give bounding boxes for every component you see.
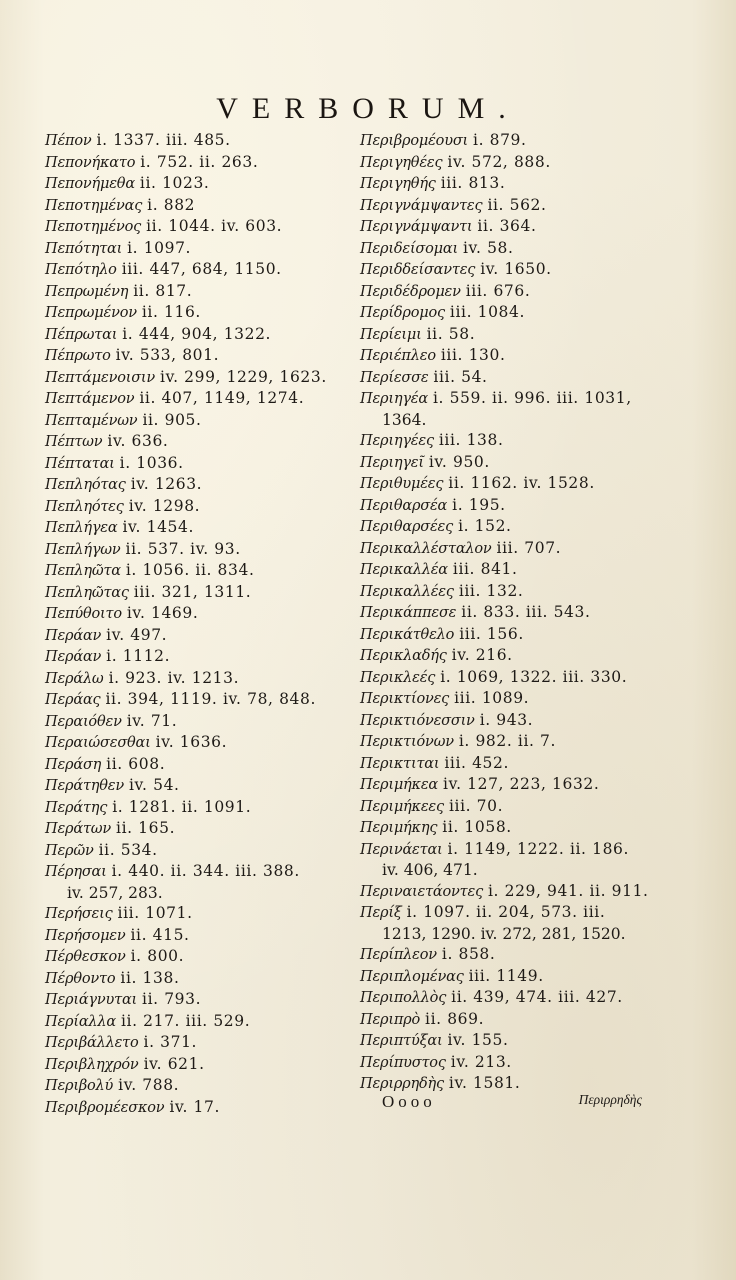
index-headword: Περιμήκεες [360, 798, 444, 815]
index-headword: Περιβρομέουσι [360, 133, 469, 149]
index-references: iii. 1089. [454, 689, 530, 707]
index-entry [360, 902, 690, 924]
index-headword: Περίειμι [360, 326, 422, 343]
index-entry [45, 1054, 345, 1076]
index-headword: Περιδέδρομεν [360, 283, 461, 300]
signature-mark: Oooo [382, 1092, 436, 1111]
index-references: iv. 71. [126, 711, 178, 730]
index-entry [45, 797, 345, 819]
index-references: iv. 950. [428, 452, 490, 471]
index-entry [45, 903, 345, 925]
index-headword: Περικαλλέες [360, 583, 454, 600]
index-references: iii. 132. [458, 581, 524, 600]
index-references: i. 800. [130, 947, 185, 965]
index-entry [360, 430, 690, 452]
index-entry [45, 367, 345, 389]
index-headword: Πεπρωμένον [45, 305, 137, 321]
index-references: ii. 1044. iv. 603. [146, 217, 283, 235]
index-headword: Περίδρομος [360, 305, 445, 321]
index-headword: Περίαλλα [45, 1013, 116, 1030]
index-entry [45, 453, 345, 475]
index-headword: Περικτίονες [360, 691, 450, 707]
index-references: iii. 1084. [449, 303, 526, 321]
index-entry [360, 1009, 690, 1031]
index-headword: Περιγηθής [360, 176, 436, 192]
index-entry [45, 689, 345, 711]
index-entry [45, 989, 345, 1011]
index-entry [360, 495, 690, 517]
index-references: iii. 54. [433, 367, 488, 386]
index-headword: Περῶν [45, 842, 94, 859]
index-entry [45, 925, 345, 947]
index-headword: Περιπρὸ [360, 1011, 421, 1028]
index-entry [45, 431, 345, 453]
index-references: iv. 1650. [480, 260, 552, 278]
index-references: iii. 813. [440, 174, 506, 192]
index-references: iv. 58. [462, 238, 514, 257]
page-footer [0, 1092, 736, 1116]
index-entry [360, 624, 690, 646]
index-references: i. 1337. iii. 485. [96, 131, 231, 149]
index-headword: Πεπλήγων [45, 541, 121, 558]
index-headword: Περήσεις [45, 906, 113, 922]
index-headword: Περάση [45, 756, 102, 773]
index-references: iii. 1071. [117, 904, 193, 922]
index-references: iv. 299, 1229, 1623. [160, 367, 327, 386]
index-references: ii. 905. [142, 410, 202, 429]
index-references: i. 1097. ii. 204, 573. iii. [406, 903, 606, 921]
index-headword: Περιθαρσέα [360, 497, 448, 514]
index-entry [360, 944, 690, 966]
index-references: iv. 636. [107, 432, 169, 450]
index-entry [360, 302, 690, 324]
index-entry [360, 130, 690, 152]
index-headword: Πεποτημένος [45, 219, 142, 235]
index-entry [45, 173, 345, 195]
index-entry [360, 753, 690, 775]
index-entry [360, 345, 690, 367]
index-headword: Περιθυμέες [360, 476, 444, 492]
index-entry [45, 732, 345, 754]
index-entry [360, 839, 690, 861]
index-headword: Περιηγεῖ [360, 454, 424, 471]
index-headword: Περιπολλὸς [360, 990, 447, 1006]
index-references: i. 1281. ii. 1091. [112, 797, 252, 816]
index-references: i. 943. [479, 710, 534, 729]
index-references: i. 923. iv. 1213. [108, 668, 240, 687]
index-references: ii. 364. [477, 217, 537, 235]
index-headword: Πέπτων [45, 434, 103, 450]
index-entry [45, 195, 345, 217]
index-entry [360, 966, 690, 988]
index-references: i. 152. [458, 517, 512, 535]
index-headword: Περινάεται [360, 841, 443, 858]
index-headword: Περικτιόνεσσιν [360, 712, 475, 729]
index-headword: Πέπρωται [45, 326, 118, 343]
index-headword: Περάλω [45, 670, 104, 687]
index-references: iv. 1454. [122, 518, 194, 536]
index-headword: Περιδείσομαι [360, 240, 458, 257]
index-references: i. 195. [452, 495, 506, 514]
index-headword: Περιπλομένας [360, 968, 464, 985]
index-references: ii. 407, 1149, 1274. [139, 389, 305, 407]
index-entry [45, 603, 345, 625]
index-headword: Πέρθεσκον [45, 949, 126, 965]
index-entry [45, 711, 345, 733]
index-references: ii. 1058. [442, 818, 512, 836]
index-headword: Περίεσσε [360, 369, 429, 386]
index-headword: Περικαλλέα [360, 562, 448, 578]
index-headword: Περαιώσεσθαι [45, 735, 151, 751]
index-references: iv. 572, 888. [447, 152, 551, 171]
index-references: iii. 707. [496, 538, 562, 557]
index-entry [360, 195, 690, 217]
index-references: ii. 138. [120, 968, 180, 987]
index-references: i. 440. ii. 344. iii. 388. [111, 862, 300, 880]
index-headword: Περικλαδής [360, 648, 447, 664]
index-entry [45, 281, 345, 303]
index-references: ii. 534. [98, 840, 158, 859]
index-entry [360, 238, 690, 260]
index-entry [45, 517, 345, 539]
index-references: iii. 130. [440, 346, 506, 364]
index-entry-continuation: 1364. [382, 410, 427, 429]
index-references: iv. 533, 801. [115, 346, 220, 364]
index-references: ii. 439, 474. iii. 427. [451, 988, 623, 1006]
index-entry [45, 946, 345, 968]
index-entry [360, 152, 690, 174]
index-headword: Περαιόθεν [45, 713, 122, 730]
index-headword: Πεπτάμενοισιν [45, 369, 156, 386]
index-references: iv. 17. [169, 1097, 221, 1116]
index-entry [45, 646, 345, 668]
index-entry [45, 474, 345, 496]
index-references: ii. 1023. [139, 174, 210, 192]
index-headword: Περικτιόνων [360, 734, 454, 750]
index-entry [360, 774, 690, 796]
index-entry [45, 560, 345, 582]
index-entry [45, 582, 345, 604]
index-headword: Περιρρηδὴς [360, 1076, 444, 1092]
index-references: iv. 1263. [130, 475, 203, 493]
index-references: ii. 833. iii. 543. [461, 603, 591, 621]
index-entry [360, 688, 690, 710]
index-headword: Πεπύθοιτο [45, 606, 122, 622]
index-entry [45, 625, 345, 647]
index-entry [45, 130, 345, 152]
index-headword: Περικλεές [360, 669, 436, 686]
index-entry [45, 259, 345, 281]
index-references: i. 1069, 1322. iii. 330. [440, 667, 628, 686]
index-headword: Περιβρομέεσκον [45, 1099, 165, 1116]
index-headword: Περήσομεν [45, 927, 126, 944]
index-references: ii. 793. [142, 990, 202, 1008]
index-entry [360, 667, 690, 689]
index-headword: Περικάτθελο [360, 626, 455, 643]
index-references: ii. 562. [487, 195, 547, 214]
index-headword: Περίπλεον [360, 947, 437, 963]
index-headword: Περιγνάμψαντι [360, 219, 473, 235]
index-references: iv. 155. [447, 1031, 509, 1049]
index-headword: Περιηγέες [360, 433, 434, 449]
index-headword: Περιγνάμψαντες [360, 197, 483, 214]
index-headword: Πεπληῶτα [45, 563, 121, 579]
page-header: VERBORUM. [216, 92, 520, 125]
index-references: i. 559. ii. 996. iii. 1031, [432, 389, 632, 407]
index-references: ii. 165. [116, 819, 176, 837]
index-references: ii. 817. [133, 281, 193, 300]
index-references: i. 882 [147, 195, 196, 214]
index-references: iii. 1149. [468, 966, 544, 985]
index-entry [360, 452, 690, 474]
index-headword: Περιμήκεα [360, 777, 439, 793]
index-entry [360, 796, 690, 818]
index-entry [45, 1011, 345, 1033]
index-entry-continuation: 1213, 1290. iv. 272, 281, 1520. [382, 924, 626, 943]
index-references: iii. 138. [438, 431, 504, 449]
index-headword: Περάας [45, 692, 101, 708]
index-entry [45, 668, 345, 690]
index-references: i. 879. [473, 131, 527, 149]
index-entry [360, 216, 690, 238]
index-entry [360, 559, 690, 581]
index-references: iii. 676. [465, 281, 531, 300]
index-entry [360, 259, 690, 281]
index-headword: Περιναιετάοντες [360, 883, 483, 900]
index-references: ii. 537. iv. 93. [125, 539, 241, 558]
index-entry [360, 1052, 690, 1074]
index-entry [360, 538, 690, 560]
index-headword: Πεπληότας [45, 477, 126, 493]
index-references: iii. 156. [459, 624, 524, 643]
index-headword: Περιηγέα [360, 391, 428, 407]
index-headword: Πέπταται [45, 455, 115, 472]
index-headword: Περάτηθεν [45, 778, 124, 794]
index-references: iii. 70. [448, 796, 504, 815]
index-entry [360, 645, 690, 667]
index-references: iv. 788. [118, 1076, 180, 1094]
index-headword: Περάτων [45, 821, 112, 837]
index-entry [360, 367, 690, 389]
index-headword: Περίπυστος [360, 1054, 446, 1071]
index-references: iv. 497. [106, 625, 168, 644]
index-references: ii. 415. [130, 925, 190, 944]
index-entry [360, 516, 690, 538]
index-references: iv. 54. [128, 776, 180, 794]
index-entry [360, 602, 690, 624]
index-references: i. 371. [143, 1033, 198, 1051]
index-references: iii. 447, 684, 1150. [121, 260, 282, 278]
index-references: iv. 213. [450, 1052, 512, 1071]
index-references: iii. 841. [452, 560, 518, 578]
index-entry [45, 388, 345, 410]
index-references: i. 229, 941. ii. 911. [488, 881, 649, 900]
index-entry [45, 968, 345, 990]
index-headword: Πεπότηλο [45, 262, 117, 278]
index-entry [45, 216, 345, 238]
index-entry [360, 731, 690, 753]
index-headword: Περικάππεσε [360, 605, 457, 621]
index-headword: Πέρθοντο [45, 970, 116, 987]
index-entry-continuation: iv. 406, 471. [382, 861, 478, 879]
index-entry [45, 861, 345, 883]
catchword: Περιρρηδὴς [578, 1092, 642, 1107]
index-entry [360, 987, 690, 1009]
index-references: ii. 116. [141, 303, 201, 321]
index-references: iii. 321, 1311. [133, 582, 252, 601]
index-references: ii. 869. [425, 1009, 485, 1028]
index-references: i. 1097. [127, 238, 192, 257]
index-entry [360, 581, 690, 603]
index-headword: Πεπότηται [45, 240, 123, 257]
index-entry [360, 388, 690, 410]
index-references: i. 752. ii. 263. [140, 152, 259, 171]
index-references: ii. 394, 1119. iv. 78, 848. [105, 690, 316, 708]
index-headword: Περάτης [45, 799, 108, 816]
index-headword: Περιδδείσαντες [360, 262, 476, 278]
index-references: ii. 217. iii. 529. [121, 1011, 251, 1030]
index-headword: Πεπλήγεα [45, 520, 118, 536]
index-entry [360, 817, 690, 839]
index-references: i. 982. ii. 7. [458, 732, 557, 750]
index-references: iv. 127, 223, 1632. [443, 775, 600, 793]
index-entry [45, 496, 345, 518]
index-headword: Πεπληῶτας [45, 584, 129, 601]
index-headword: Πέπον [45, 133, 92, 149]
index-headword: Πεπληότες [45, 498, 124, 515]
index-entry [45, 324, 345, 346]
index-references: i. 1056. ii. 834. [125, 561, 255, 579]
index-references: i. 1112. [106, 647, 171, 665]
index-headword: Περιβληχρόν [45, 1056, 139, 1073]
index-references: ii. 58. [426, 324, 476, 343]
index-headword: Περιμήκης [360, 820, 438, 836]
index-entry [45, 775, 345, 797]
index-references: ii. 608. [106, 754, 166, 773]
index-entry [360, 281, 690, 303]
index-entry [360, 473, 690, 495]
index-references: iv. 621. [143, 1054, 205, 1073]
index-references: iv. 1636. [155, 733, 228, 751]
index-headword: Περιάγνυται [45, 992, 138, 1008]
index-entry-continuation: iv. 257, 283. [67, 883, 163, 902]
index-entry [45, 238, 345, 260]
index-headword: Περίξ [360, 905, 402, 921]
index-entry [45, 345, 345, 367]
index-column-right [360, 130, 690, 1095]
index-entry [360, 881, 690, 903]
index-entry [360, 1030, 690, 1052]
index-references: i. 1149, 1222. ii. 186. [447, 839, 630, 858]
index-headword: Πεπρωμένη [45, 283, 129, 300]
index-entry [45, 754, 345, 776]
index-headword: Περιθαρσέες [360, 519, 454, 535]
index-headword: Περιγηθέες [360, 154, 443, 171]
index-headword: Περιπτύξαι [360, 1033, 443, 1049]
index-headword: Περιβάλλετο [45, 1035, 139, 1051]
index-headword: Περάαν [45, 627, 102, 644]
index-entry [45, 1032, 345, 1054]
index-headword: Περικαλλέσταλον [360, 540, 492, 557]
index-references: iv. 1581. [448, 1074, 521, 1092]
index-headword: Πέρησαι [45, 864, 107, 880]
index-column-left [45, 130, 345, 1118]
index-entry [45, 539, 345, 561]
index-entry [360, 710, 690, 732]
index-entry [360, 173, 690, 195]
index-headword: Περάαν [45, 649, 102, 665]
index-entry [45, 302, 345, 324]
index-references: iv. 1298. [128, 496, 201, 515]
index-references: i. 1036. [119, 453, 184, 472]
index-references: iv. 216. [451, 646, 513, 664]
index-headword: Περιέπλεο [360, 348, 436, 364]
index-references: iv. 1469. [126, 604, 199, 622]
index-headword: Περιβολύ [45, 1078, 114, 1094]
index-references: i. 444, 904, 1322. [122, 324, 272, 343]
index-headword: Πεπονήκατο [45, 154, 136, 171]
index-headword: Πέπρωτο [45, 348, 111, 364]
index-entry [45, 410, 345, 432]
index-references: i. 858. [441, 945, 496, 963]
index-headword: Πεποτημένας [45, 197, 143, 214]
index-headword: Πεπτάμενον [45, 391, 135, 407]
index-headword: Πεπονήμεθα [45, 176, 135, 192]
index-entry [360, 324, 690, 346]
index-entry [45, 152, 345, 174]
index-entry [45, 840, 345, 862]
index-headword: Περικτιται [360, 755, 440, 772]
index-references: iii. 452. [444, 753, 509, 772]
index-headword: Πεπταμένων [45, 412, 138, 429]
index-entry [45, 818, 345, 840]
index-references: ii. 1162. iv. 1528. [448, 474, 595, 492]
